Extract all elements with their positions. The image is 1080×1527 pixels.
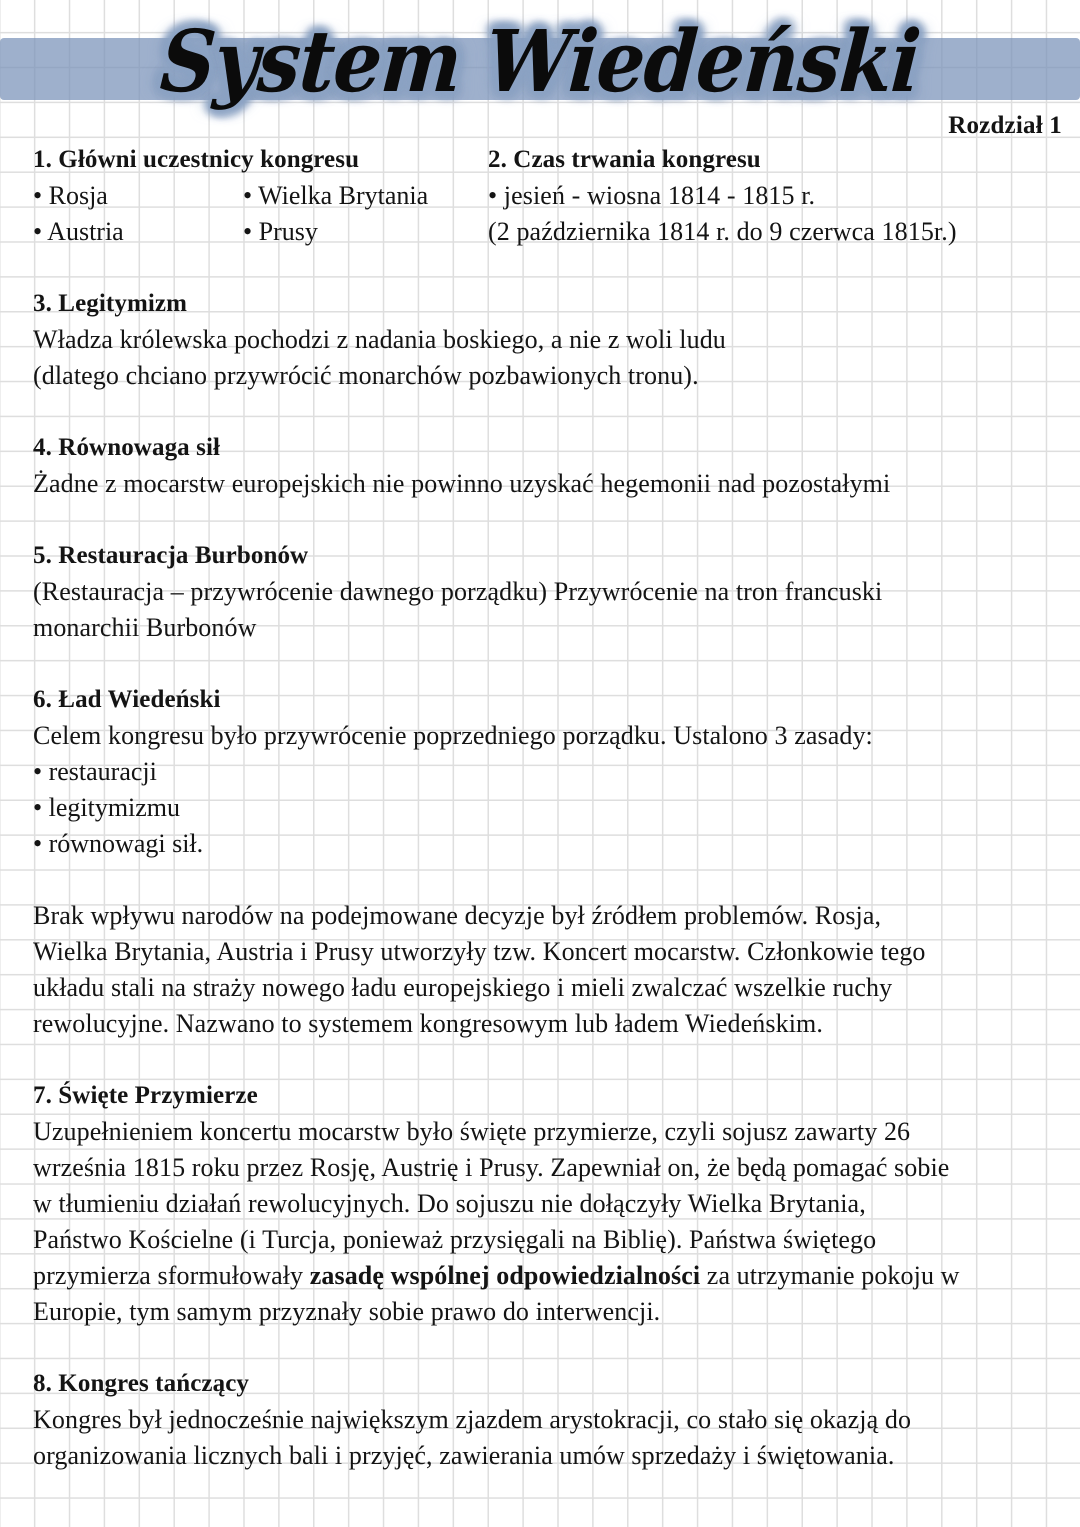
section-4: [33, 430, 1047, 502]
section-6: [33, 682, 1047, 862]
section-6b-line-2: Wielka Brytania, Austria i Prusy utworzyły tzw. Koncert mocarstw. Członkowie tego: [33, 937, 926, 966]
section-6-line-1: Celem kongresu było przywrócenie poprzedniego porządku. Ustalono 3 zasady:: [33, 721, 873, 750]
section-1-heading: 1. Główni uczestnicy kongresu: [33, 146, 360, 173]
page-title: System Wiedeński: [157, 11, 923, 111]
list-item: • Austria: [33, 217, 124, 246]
section-1-row-1: [33, 178, 488, 214]
spacer: [33, 502, 1047, 538]
section-7-line-6: Europie, tym samym przyznały sobie prawo do interwencji.: [33, 1297, 661, 1326]
section-6-heading: 6. Ład Wiedeński: [33, 686, 221, 713]
page-title-container: [0, 0, 1080, 122]
section-4-heading: 4. Równowaga sił: [33, 434, 221, 461]
section-1-2-block: [33, 142, 1047, 250]
section-7-line-5-pre: przymierza sformułowały: [33, 1261, 310, 1290]
section-7-bold-phrase: zasadę wspólnej odpowiedzialności: [309, 1261, 701, 1290]
list-item: • Rosja: [33, 181, 108, 210]
list-item: • legitymizmu: [33, 793, 181, 822]
section-2-line-2: (2 października 1814 r. do 9 czerwca 1815r.): [488, 217, 957, 246]
section-3-heading: 3. Legitymizm: [33, 290, 188, 317]
section-5-line-1: (Restauracja – przywrócenie dawnego porządku) Przywrócenie na tron francuski: [33, 577, 883, 606]
section-8-heading: 8. Kongres tańczący: [33, 1370, 249, 1397]
section-3: [33, 286, 1047, 394]
section-7-line-5: [33, 1258, 1047, 1294]
section-6-paragraph: [33, 898, 1047, 1042]
chapter-label: Rozdział 1: [948, 112, 1062, 139]
section-7: [33, 1078, 1047, 1330]
section-5-heading: 5. Restauracja Burbonów: [33, 542, 309, 569]
section-8-line-2: organizowania licznych bali i przyjęć, zawierania umów sprzedaży i świętowania.: [33, 1441, 895, 1470]
section-1: [33, 142, 488, 250]
section-3-line-1: Władza królewska pochodzi z nadania boskiego, a nie z woli ludu: [33, 325, 726, 354]
spacer: [33, 646, 1047, 682]
spacer: [33, 862, 1047, 898]
list-item: • Wielka Brytania: [243, 181, 429, 210]
spacer: [33, 250, 1047, 286]
section-7-heading: 7. Święte Przymierze: [33, 1082, 258, 1109]
section-2: [488, 142, 1047, 250]
section-4-line-1: Żadne z mocarstw europejskich nie powinno uzyskać hegemonii nad pozostałymi: [33, 469, 891, 498]
section-5: [33, 538, 1047, 646]
spacer: [33, 394, 1047, 430]
section-7-line-4: Państwo Kościelne (i Turcja, ponieważ przysięgali na Biblię). Państwa świętego: [33, 1225, 877, 1254]
list-item: • Prusy: [243, 217, 318, 246]
section-8-line-1: Kongres był jednocześnie największym zjazdem arystokracji, co stało się okazją do: [33, 1405, 912, 1434]
section-2-line-1: • jesień - wiosna 1814 - 1815 r.: [488, 181, 816, 210]
section-3-line-2: (dlatego chciano przywrócić monarchów pozbawionych tronu).: [33, 361, 699, 390]
section-5-line-2: monarchii Burbonów: [33, 613, 257, 642]
section-6b-line-3: układu stali na straży nowego ładu europejskiego i mieli zwalczać wszelkie ruchy: [33, 973, 893, 1002]
spacer: [33, 1330, 1047, 1366]
list-item: • równowagi sił.: [33, 829, 204, 858]
section-7-line-2: września 1815 roku przez Rosję, Austrię i Prusy. Zapewniał on, że będą pomagać sobie: [33, 1153, 950, 1182]
section-7-line-3: w tłumieniu działań rewolucyjnych. Do sojuszu nie dołączyły Wielka Brytania,: [33, 1189, 866, 1218]
section-6b-line-4: rewolucyjne. Nazwano to systemem kongresowym lub ładem Wiedeńskim.: [33, 1009, 823, 1038]
section-8: [33, 1366, 1047, 1474]
page-content: [33, 142, 1047, 1474]
list-item: • restauracji: [33, 757, 157, 786]
spacer: [33, 1042, 1047, 1078]
section-7-line-5-post: za utrzymanie pokoju w: [700, 1261, 960, 1290]
section-2-heading: 2. Czas trwania kongresu: [488, 146, 761, 173]
section-7-line-1: Uzupełnieniem koncertu mocarstw było święte przymierze, czyli sojusz zawarty 26: [33, 1117, 911, 1146]
section-1-row-2: [33, 214, 488, 250]
section-6b-line-1: Brak wpływu narodów na podejmowane decyzje był źródłem problemów. Rosja,: [33, 901, 882, 930]
